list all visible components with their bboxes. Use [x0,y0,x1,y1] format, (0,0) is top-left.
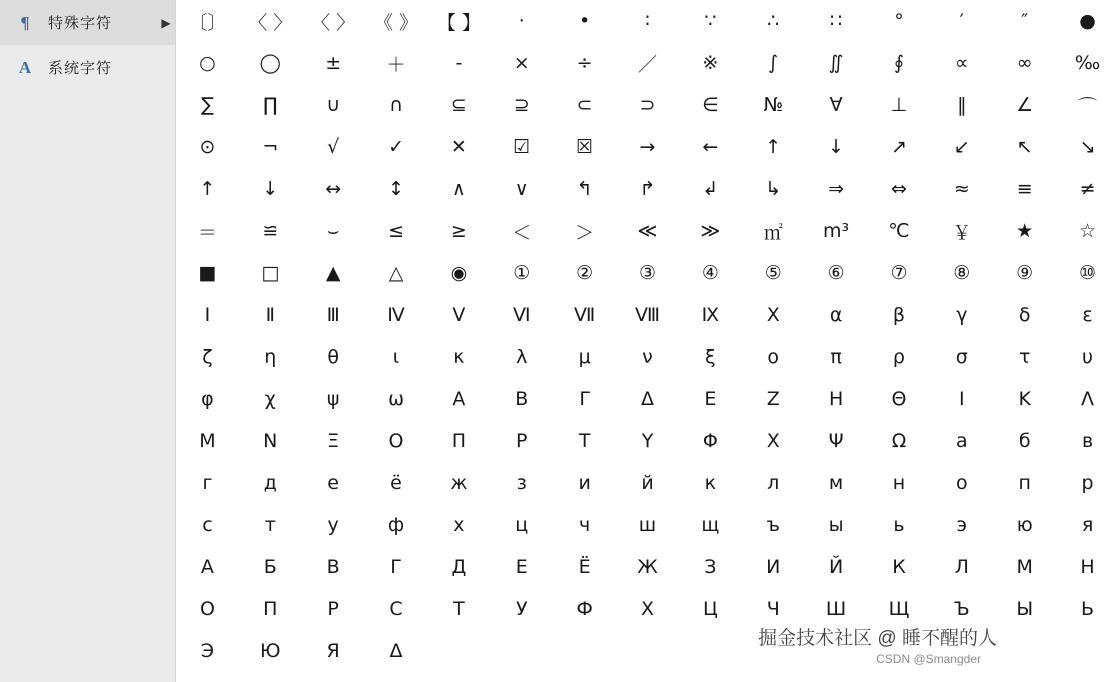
character-cell[interactable]: х [453,514,465,536]
character-cell[interactable]: ∠ [1016,94,1034,116]
character-cell[interactable]: ё [390,472,402,494]
character-cell[interactable]: Χ [766,430,780,452]
character-cell[interactable]: ↳ [765,178,782,200]
character-cell[interactable]: ＝ [197,221,217,244]
character-cell[interactable]: ± [325,52,342,74]
character-cell[interactable]: ⑩ [1079,262,1097,284]
character-cell[interactable]: ⊇ [513,94,530,116]
character-cell[interactable]: m³ [823,220,850,242]
character-cell[interactable]: ④ [701,262,719,284]
character-cell[interactable]: ← [702,136,719,158]
character-cell[interactable]: Ю [260,640,281,662]
character-cell[interactable]: Ⅴ [452,304,466,326]
character-cell[interactable]: ⇔ [891,178,907,200]
character-cell[interactable]: О [199,598,215,620]
character-cell[interactable] [616,630,679,672]
character-cell[interactable]: ¬ [262,136,279,158]
character-cell[interactable] [490,630,553,672]
character-cell[interactable]: Л [954,556,969,578]
character-cell[interactable]: т [264,514,276,536]
character-cell[interactable]: π [830,346,842,368]
character-cell[interactable]: Г [390,556,402,578]
watermark-secondary: CSDN @Smangder [876,652,981,666]
character-cell[interactable]: Т [453,598,465,620]
character-cell[interactable]: ⌒ [1078,95,1098,118]
sidebar-item-system-characters[interactable] [0,45,175,90]
character-grid-panel [176,0,1119,682]
character-cell[interactable] [993,630,1056,672]
character-cell[interactable]: ■ [198,262,217,284]
character-cell[interactable]: ∞ [1016,52,1033,74]
character-cell[interactable]: ◉ [450,262,468,284]
character-cell[interactable]: щ [701,514,720,536]
character-cell[interactable]: ↱ [639,178,656,200]
character-cell[interactable]: ≈ [953,178,970,200]
character-cell[interactable]: ✓ [388,136,404,158]
character-cell[interactable]: п [1018,472,1031,494]
character-cell[interactable]: ↘ [1079,136,1096,158]
character-cell[interactable]: ∏ [263,94,278,116]
character-cell[interactable]: 〈 〉 [248,11,293,34]
character-cell[interactable]: ω [388,388,404,410]
character-cell[interactable]: χ [264,388,276,410]
character-cell[interactable]: ㎡ [763,221,783,244]
character-cell[interactable]: θ [327,346,339,368]
character-cell[interactable]: ⑧ [953,262,971,284]
character-cell[interactable]: ы [828,514,844,536]
character-cell[interactable]: Ц [702,598,718,620]
character-cell[interactable]: ∵ [704,10,717,32]
character-cell[interactable]: ③ [638,262,657,284]
character-cell[interactable]: ∑ [201,94,214,116]
character-cell[interactable]: ξ [705,346,716,368]
character-cell[interactable]: κ [453,346,465,368]
character-cell[interactable]: ∬ [828,52,844,74]
character-cell[interactable]: τ [1018,346,1031,368]
character-cell[interactable]: ↕ [388,178,404,200]
character-cell[interactable]: Ψ [828,430,844,452]
character-cell[interactable]: Я [326,640,340,662]
character-cell[interactable]: Ω [891,430,907,452]
character-cell[interactable]: 〔〕 [188,11,227,34]
character-cell[interactable]: ↑ [199,178,216,200]
character-cell[interactable]: Ε [704,388,717,410]
character-cell[interactable]: ф [387,514,405,536]
character-cell[interactable]: ↓ [828,136,845,158]
character-cell[interactable]: ≌ [262,220,279,242]
character-cell[interactable]: К [892,556,906,578]
character-cell[interactable]: ☑ [513,136,531,158]
character-cell[interactable]: 【 】 [436,11,481,34]
character-cell[interactable]: ⑦ [890,262,908,284]
character-cell[interactable]: Ⅷ [634,304,660,326]
character-cell[interactable]: ∩ [389,94,403,116]
character-cell[interactable]: д [263,472,277,494]
character-cell[interactable]: ⑥ [827,262,845,284]
character-cell[interactable]: ≡ [1016,178,1033,200]
character-cell[interactable]: з [516,472,527,494]
character-cell[interactable]: ⊂ [576,94,593,116]
character-cell[interactable]: Ы [1016,598,1034,620]
character-cell[interactable]: ＋ [386,53,406,76]
sidebar-item-label: 特殊字符 [48,15,113,32]
character-cell[interactable]: Ζ [766,388,780,410]
character-cell[interactable]: υ [1082,346,1094,368]
character-cell[interactable]: В [326,556,340,578]
character-cell[interactable]: м [828,472,844,494]
character-cell[interactable]: ∷ [830,10,843,32]
character-cell[interactable]: ж [450,472,468,494]
character-cell[interactable]: ↑ [765,136,782,158]
character-cell[interactable]: Б [263,556,277,578]
character-cell[interactable]: р [1081,472,1094,494]
character-cell[interactable]: ≫ [700,220,721,242]
character-cell[interactable]: ь [893,514,905,536]
character-cell[interactable]: я [1081,514,1094,536]
character-cell[interactable]: σ [955,346,968,368]
character-cell[interactable]: ※ [702,52,719,74]
panel-left-edge [176,0,178,682]
character-cell[interactable]: ② [576,262,594,284]
character-cell[interactable]: Η [828,388,844,410]
character-cell[interactable]: ψ [326,388,340,410]
character-cell[interactable]: Д [451,556,467,578]
character-cell[interactable]: Τ [578,430,591,452]
character-cell[interactable] [427,630,490,672]
pilcrow-icon: ¶ [20,12,30,32]
character-cell[interactable] [679,630,742,672]
character-cell[interactable]: ＞ [575,221,595,244]
character-cell[interactable]: ☆ [1079,220,1097,242]
character-cell[interactable]: ☒ [576,136,594,158]
character-cell[interactable]: л [767,472,780,494]
character-cell[interactable]: Ⅵ [512,304,531,326]
character-cell[interactable]: б [1018,430,1031,452]
character-cell[interactable]: · [518,10,525,32]
character-cell[interactable]: Й [828,556,844,578]
character-cell[interactable]: ε [1082,304,1093,326]
character-cell[interactable]: о [956,472,968,494]
character-cell[interactable]: △ [388,262,404,284]
character-cell[interactable]: Α [452,388,466,410]
character-cell[interactable]: Щ [888,598,910,620]
watermark-primary: 掘金技术社区 @ 睡不醒的人 [758,628,997,649]
character-cell[interactable]: Н [1080,556,1095,578]
character-cell[interactable]: ／ [637,53,657,76]
character-cell[interactable]: √ [327,136,340,158]
character-cell[interactable]: ∧ [451,178,466,200]
character-cell[interactable]: ● [1079,10,1096,32]
character-cell[interactable]: Υ [641,430,654,452]
character-cell[interactable]: ∶ [645,10,650,32]
character-cell[interactable]: и [578,472,591,494]
character-cell[interactable]: ↙ [953,136,970,158]
character-cell[interactable]: Π [451,430,467,452]
character-cell[interactable]: У [515,598,528,620]
character-cell[interactable]: ⑤ [764,262,782,284]
character-cell[interactable]: С [389,598,403,620]
character-cell[interactable]: Х [640,598,654,620]
character-cell[interactable]: ο [767,346,780,368]
character-cell[interactable]: Ж [637,556,658,578]
character-cell[interactable]: к [704,472,717,494]
character-cell[interactable]: ↰ [576,178,593,200]
character-cell[interactable]: Ⅲ [326,304,340,326]
character-cell[interactable]: э [956,514,968,536]
character-cell[interactable]: ✕ [450,136,467,158]
character-cell[interactable]: ↔ [325,178,342,200]
character-cell[interactable]: ∨ [514,178,529,200]
character-cell[interactable]: ↲ [702,178,719,200]
character-cell[interactable] [1056,630,1119,672]
character-cell[interactable]: г [202,472,213,494]
character-cell[interactable]: й [641,472,654,494]
character-cell[interactable]: ★ [1016,220,1034,242]
character-cell[interactable]: ю [1016,514,1033,536]
character-cell[interactable]: Ι [959,388,965,410]
character-cell[interactable]: с [202,514,213,536]
sidebar-item-special-characters[interactable] [0,0,175,45]
character-cell[interactable]: Ш [825,598,847,620]
character-cell[interactable]: ρ [892,346,905,368]
character-cell[interactable]: 《 》 [374,11,419,34]
character-cell[interactable]: ≤ [388,220,404,242]
character-cell[interactable]: ⇒ [828,178,845,200]
character-cell[interactable]: ⌣ [326,220,340,242]
character-cell[interactable]: ζ [202,346,213,368]
character-cell[interactable]: М [1016,556,1033,578]
character-cell[interactable]: ∝ [955,52,969,74]
character-cell[interactable]: И [766,556,781,578]
character-cell[interactable]: Е [515,556,528,578]
character-cell[interactable]: Ъ [953,598,970,620]
character-cell[interactable]: Ⅰ [204,304,211,326]
character-cell[interactable]: ∴ [767,10,780,32]
character-cell[interactable]: Μ [199,430,216,452]
character-cell[interactable]: ш [638,514,657,536]
character-cell[interactable]: Θ [891,388,907,410]
character-cell[interactable]: δ [1018,304,1031,326]
character-cell[interactable]: ъ [766,514,780,536]
character-cell[interactable]: □ [261,262,280,284]
character-cell[interactable]: ν [642,346,653,368]
character-cell[interactable]: • [579,10,591,32]
character-cell[interactable]: е [327,472,339,494]
character-cell[interactable]: ⊙ [199,136,216,158]
character-cell[interactable]: ≥ [450,220,467,242]
character-cell[interactable]: ⊥ [890,94,908,116]
character-cell[interactable]: ц [515,514,529,536]
character-cell[interactable]: ∈ [702,94,719,116]
character-cell[interactable]: Ν [263,430,278,452]
sidebar [0,0,176,682]
character-cell[interactable]: η [264,346,277,368]
character-cell[interactable]: μ [578,346,591,368]
character-cell[interactable]: Ф [576,598,593,620]
character-cell[interactable]: Β [515,388,529,410]
character-cell[interactable]: Ь [1081,598,1095,620]
character-cell[interactable]: ≠ [1079,178,1096,200]
character-cell[interactable]: Ⅳ [387,304,405,326]
character-cell[interactable]: ℃ [888,220,910,242]
character-cell[interactable]: а [956,430,968,452]
character-cell[interactable]: ↗ [891,136,907,158]
character-cell[interactable]: Ⅹ [766,304,780,326]
letter-a-icon: A [18,57,32,77]
character-cell[interactable]: Κ [1018,388,1031,410]
character-cell[interactable]: ⑨ [1016,262,1034,284]
character-cell[interactable]: н [892,472,906,494]
sidebar-item-label: 系统字符 [48,60,113,77]
character-cell[interactable]: - [455,52,463,74]
character-cell[interactable]: Ё [578,556,591,578]
character-cell[interactable]: Δ [389,640,403,662]
character-cell[interactable]: ◯ [259,52,281,74]
character-cell[interactable]: ∫ [768,52,779,74]
character-cell[interactable]: ▲ [325,262,341,284]
character-cell[interactable]: ⊆ [450,94,467,116]
character-cell[interactable]: Γ [579,388,590,410]
character-cell[interactable]: ① [513,262,531,284]
character-cell[interactable]: Ξ [327,430,340,452]
chevron-right-icon: ▶ [161,15,171,30]
character-cell[interactable]: → [639,136,656,158]
character-cell[interactable]: ∮ [894,52,904,74]
character-cell[interactable]: φ [201,388,214,410]
character-cell[interactable]: Ⅱ [265,304,275,326]
character-cell[interactable]: ‰ [1074,52,1101,74]
character-cell[interactable]: Ⅸ [701,304,720,326]
character-cell[interactable]: ↓ [262,178,279,200]
character-cell[interactable]: ° [894,10,904,32]
character-cell[interactable]: Р [327,598,339,620]
character-cell[interactable]: λ [516,346,528,368]
character-cell[interactable]: ∪ [326,94,341,116]
character-cell[interactable] [553,630,616,672]
character-cell[interactable]: в [1081,430,1094,452]
character-cell[interactable]: ⊃ [639,94,656,116]
character-cell[interactable]: Λ [1081,388,1095,410]
character-cell[interactable]: ′ [959,10,964,32]
character-cell[interactable]: α [829,304,843,326]
character-cell[interactable]: Ч [766,598,780,620]
character-cell[interactable]: З [704,556,717,578]
character-cell[interactable]: γ [956,304,968,326]
character-cell[interactable]: у [327,514,339,536]
character-grid [176,0,1119,672]
character-cell[interactable]: Ο [388,430,404,452]
character-cell[interactable]: Ρ [516,430,528,452]
character-cell[interactable]: 〈 〉 [311,11,356,34]
character-cell[interactable]: ι [392,346,400,368]
character-cell[interactable]: ￥ [952,221,972,244]
character-cell[interactable]: ○ [199,52,216,74]
character-cell[interactable]: ÷ [576,52,593,74]
character-cell[interactable]: Δ [640,388,654,410]
character-cell[interactable]: ∀ [829,94,843,116]
character-cell[interactable]: Э [200,640,215,662]
character-cell[interactable]: Φ [702,430,718,452]
character-cell[interactable]: А [200,556,214,578]
character-cell[interactable]: № [763,94,784,116]
character-cell[interactable]: П [263,598,278,620]
character-cell[interactable]: ч [579,514,591,536]
character-cell[interactable]: ‖ [957,94,967,116]
character-cell[interactable]: β [892,304,906,326]
character-cell[interactable]: ″ [1021,10,1029,32]
character-cell[interactable]: ＜ [512,221,532,244]
character-cell[interactable]: × [513,52,530,74]
character-cell[interactable]: ≪ [637,220,658,242]
character-cell[interactable]: ↖ [1016,136,1033,158]
character-cell[interactable]: Ⅶ [573,304,596,326]
